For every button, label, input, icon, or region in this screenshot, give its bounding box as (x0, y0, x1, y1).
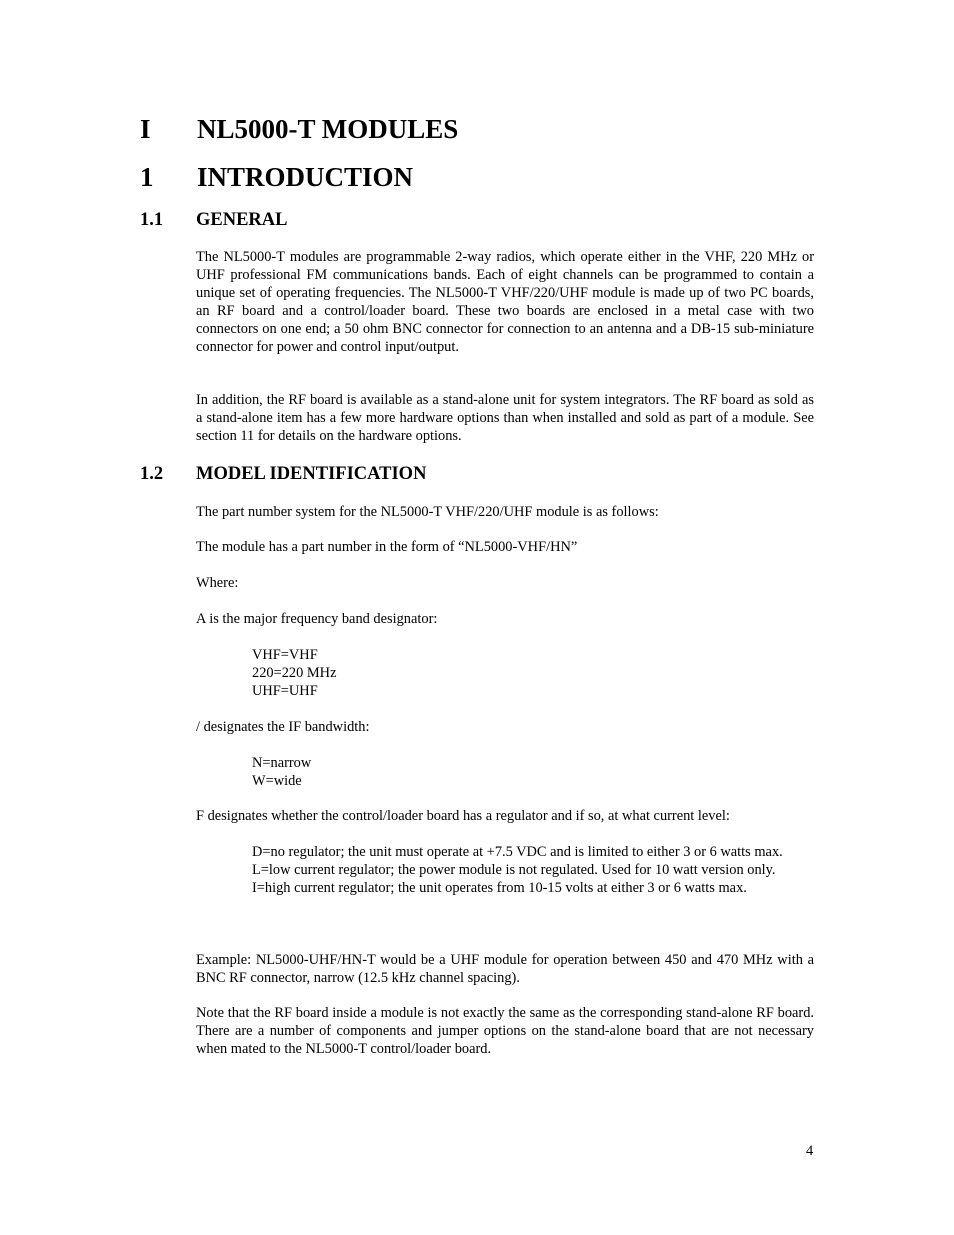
section-heading-general (140, 209, 288, 231)
general-paragraph-2: In addition, the RF board is available as a stand-alone unit for system integrators. The RF board as sold as a stand-alone item has a few more hardware options than when installed and sold as part of a module. See section 11 for details on the hardware options. (196, 392, 814, 444)
model-where: Where: (196, 575, 239, 591)
section-title: MODEL IDENTIFICATION (196, 464, 427, 484)
band-designator-label: A is the major frequency band designator: (196, 611, 438, 627)
model-intro: The part number system for the NL5000-T VHF/220/UHF module is as follows: (196, 504, 659, 520)
part-title: NL5000-T MODULES (197, 114, 459, 144)
model-example: Example: NL5000-UHF/HN-T would be a UHF module for operation between 450 and 470 MHz with a BNC RF connector, narrow (12.5 kHz channel spacing). (196, 952, 814, 986)
general-paragraph-1: The NL5000-T modules are programmable 2-way radios, which operate either in the VHF, 220 MHz or UHF professional FM communications bands. Each of eight channels can be programmed to contain a unique set of operating frequencies. The NL5000-T VHF/220/UHF module is made up of two PC boards, an RF board and a control/loader board. These two boards are enclosed in a metal case with two connectors on one end; a 50 ohm BNC connector for connection to an antenna and a DB-15 sub-miniature connector for power and control input/output. (196, 249, 814, 355)
regulator-label: F designates whether the control/loader board has a regulator and if so, at what current level: (196, 808, 730, 824)
model-note: Note that the RF board inside a module is not exactly the same as the corresponding stand-alone RF board. There are a number of components and jumper options on the stand-alone board that are not necessary when mated to the NL5000-T control/loader board. (196, 1005, 814, 1057)
chapter-heading (140, 162, 413, 192)
section-title: GENERAL (196, 210, 288, 230)
page-number: 4 (806, 1143, 814, 1159)
part-number: I (140, 114, 151, 144)
section-heading-model (140, 463, 426, 485)
section-number: 1.1 (140, 210, 164, 230)
model-form: The module has a part number in the form of “NL5000-VHF/HN” (196, 539, 578, 555)
regulator-list (252, 843, 814, 897)
list-item: N=narrow (252, 755, 312, 771)
list-item: I=high current regulator; the unit operates from 10-15 volts at either 3 or 6 watts max. (252, 880, 747, 896)
chapter-title: INTRODUCTION (197, 162, 414, 192)
if-bandwidth-label: / designates the IF bandwidth: (196, 719, 370, 735)
list-item: VHF=VHF (252, 647, 318, 663)
list-item: L=low current regulator; the power module is not regulated. Used for 10 watt version only. (252, 862, 776, 878)
list-item: D=no regulator; the unit must operate at +7.5 VDC and is limited to either 3 or 6 watts max. (252, 844, 783, 860)
list-item: UHF=UHF (252, 683, 318, 699)
section-number: 1.2 (140, 464, 164, 484)
list-item: W=wide (252, 773, 302, 789)
list-item: 220=220 MHz (252, 665, 337, 681)
if-bandwidth-list (252, 754, 814, 790)
part-heading (140, 114, 458, 144)
band-designator-list (252, 646, 814, 700)
chapter-number: 1 (140, 162, 154, 192)
